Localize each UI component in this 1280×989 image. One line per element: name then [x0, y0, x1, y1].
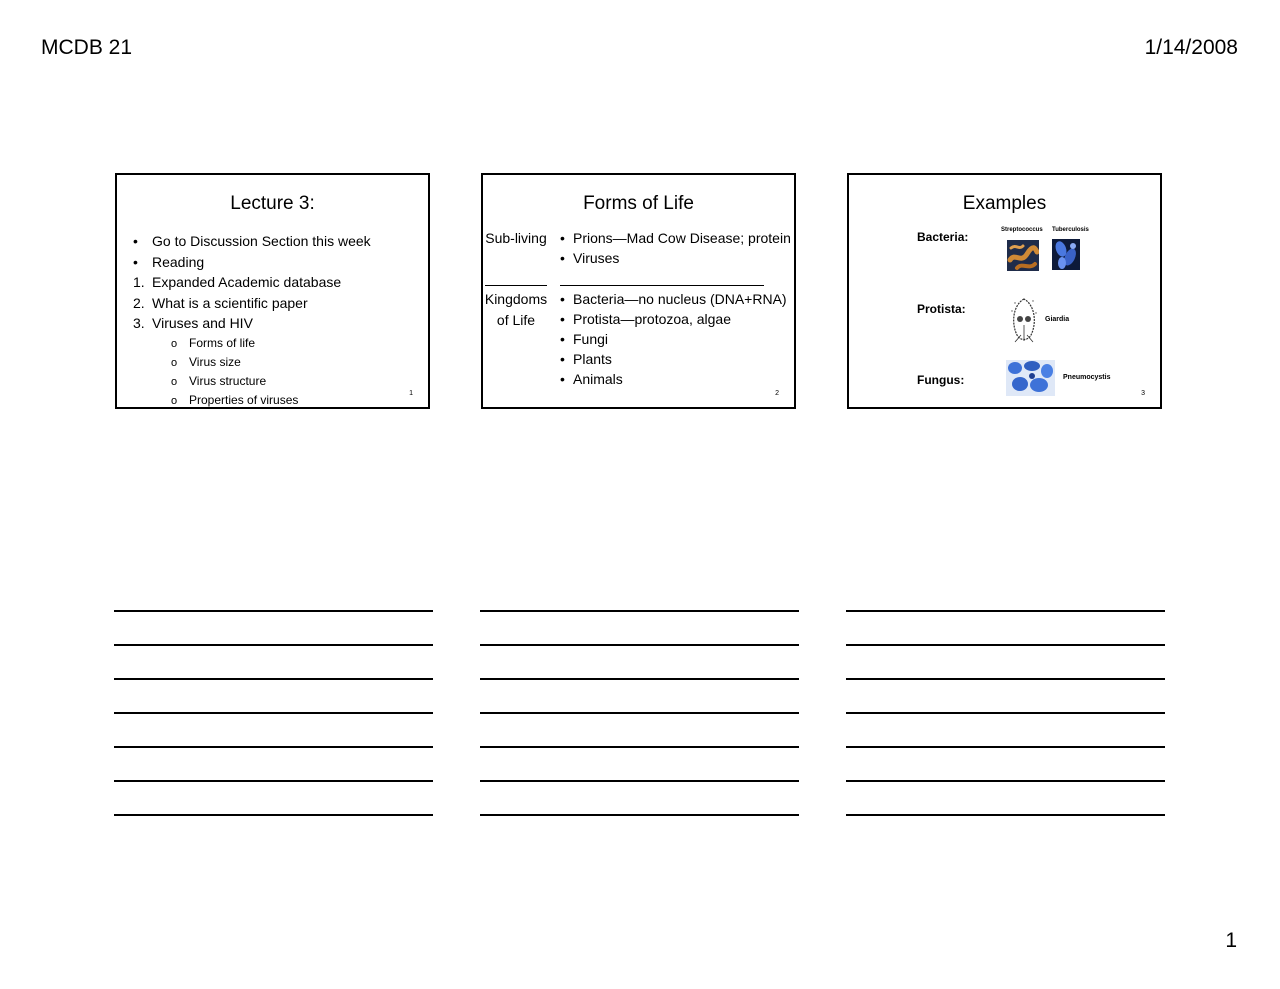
tuberculosis-image: [1052, 239, 1080, 270]
list-item: 3. Viruses and HIV: [133, 315, 253, 331]
list-item: 2. What is a scientific paper: [133, 294, 308, 311]
note-line: [480, 814, 799, 816]
note-line: [846, 814, 1165, 816]
list-item: • Animals: [560, 371, 623, 387]
note-line: [846, 644, 1165, 646]
streptococcus-caption: Streptococcus: [1001, 227, 1043, 233]
sub-list-item: o Virus structure: [171, 373, 267, 388]
note-line: [114, 746, 433, 748]
slide-number: 1: [409, 390, 413, 397]
note-line: [846, 746, 1165, 748]
protista-label: Protista:: [917, 302, 966, 316]
tuberculosis-caption: Tuberculosis: [1052, 227, 1089, 233]
note-line: [846, 678, 1165, 680]
sub-living-label: Sub-living: [485, 230, 547, 246]
bullet-icon: •: [560, 291, 565, 307]
note-line: [114, 780, 433, 782]
bullet-icon: •: [560, 351, 565, 367]
sub-list-item: o Virus size: [171, 354, 241, 369]
kingdoms-list: [560, 289, 787, 389]
slide-title: Examples: [962, 193, 1047, 214]
bullet-icon: •: [133, 253, 138, 270]
course-title: MCDB 21: [41, 36, 133, 59]
date-label: 1/14/2008: [1144, 36, 1238, 59]
giardia-caption: Giardia: [1045, 316, 1070, 323]
bullet-icon: •: [560, 331, 565, 347]
note-line: [114, 712, 433, 714]
list-item: • Protista—protozoa, algae: [560, 311, 731, 327]
note-line: [846, 610, 1165, 612]
note-line: [480, 746, 799, 748]
note-line: [480, 644, 799, 646]
pneumocystis-image: [1006, 360, 1055, 396]
list-item: • Prions—Mad Cow Disease; protein: [560, 230, 791, 246]
bullet-icon: •: [133, 233, 138, 249]
streptococcus-image: [1007, 240, 1039, 271]
list-item: • Viruses: [560, 250, 620, 266]
note-line: [114, 644, 433, 646]
slide-2-forms-of-life: [481, 173, 796, 409]
bacteria-label: Bacteria:: [917, 230, 969, 244]
slide-1-lecture: [115, 173, 430, 409]
bullet-icon: •: [560, 230, 565, 246]
bullet-icon: •: [560, 311, 565, 327]
slide-title: Forms of Life: [583, 193, 694, 214]
note-line: [114, 814, 433, 816]
bullet-icon: •: [560, 250, 565, 266]
divider-rule: [560, 285, 764, 286]
note-line: [480, 678, 799, 680]
note-line: [480, 610, 799, 612]
note-line: [846, 780, 1165, 782]
list-item: • Plants: [560, 351, 612, 367]
bullet-icon: •: [560, 371, 565, 387]
note-line: [114, 610, 433, 612]
sub-list-item: o Properties of viruses: [171, 392, 299, 407]
list-item: • Fungi: [560, 331, 609, 347]
note-line: [114, 678, 433, 680]
pneumocystis-caption: Pneumocystis: [1063, 374, 1111, 381]
page-number: 1: [1225, 929, 1237, 952]
sub-list-item: o Forms of life: [171, 335, 256, 350]
list-item: • Go to Discussion Section this week: [133, 231, 371, 252]
note-line: [480, 712, 799, 714]
slide-1-list: [133, 231, 371, 410]
list-item: • Reading: [133, 252, 371, 273]
note-line: [480, 780, 799, 782]
list-item: • Bacteria—no nucleus (DNA+RNA): [560, 291, 787, 307]
slide-3-examples: [847, 173, 1162, 409]
kingdoms-label: Kingdoms of Life: [484, 291, 548, 328]
sub-living-list: [560, 228, 791, 268]
slide-number: 2: [775, 390, 779, 397]
note-line: [846, 712, 1165, 714]
slide-number: 3: [1141, 390, 1145, 397]
giardia-image: [1009, 297, 1039, 343]
divider-rule: [485, 285, 547, 286]
list-item: 1. Expanded Academic database: [133, 274, 342, 290]
fungus-label: Fungus:: [917, 373, 965, 387]
slide-title: Lecture 3:: [230, 193, 315, 214]
